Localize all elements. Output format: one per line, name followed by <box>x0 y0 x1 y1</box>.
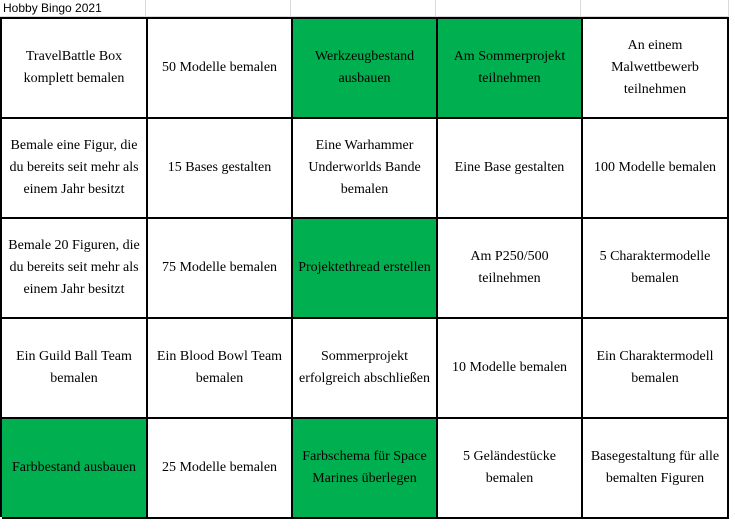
bingo-cell[interactable] <box>583 119 729 219</box>
sheet-cell-c1[interactable] <box>291 0 436 17</box>
bingo-cell-text: Ein Guild Ball Team bemalen <box>16 349 132 386</box>
bingo-cell[interactable] <box>583 419 729 519</box>
bingo-cell-text: Eine Warhammer Underworlds Bande bemalen <box>308 138 421 197</box>
bingo-cell-text: 100 Modelle bemalen <box>593 160 717 175</box>
bingo-cell-text: 5 Charaktermodelle bemalen <box>599 249 711 286</box>
bingo-cell-text: Farbbestand ausbauen <box>11 460 137 475</box>
bingo-cell-text: Bemale 20 Figuren, die du bereits seit mehr als einem Jahr besitzt <box>8 238 140 297</box>
bingo-cell-text: Am P250/500 teilnehmen <box>470 249 549 286</box>
bingo-cell[interactable] <box>438 19 583 119</box>
bingo-cell[interactable] <box>583 19 729 119</box>
sheet-cell-b1[interactable] <box>146 0 291 17</box>
bingo-cell[interactable] <box>293 419 438 519</box>
bingo-cell-text: Ein Blood Bowl Team bemalen <box>156 349 283 386</box>
sheet-cell-e1[interactable] <box>581 0 729 17</box>
bingo-cell-text: Farbschema für Space Marines überlegen <box>302 449 427 486</box>
bingo-cell[interactable] <box>2 119 148 219</box>
bingo-cell-text: 10 Modelle bemalen <box>451 360 568 375</box>
bingo-cell-text: Am Sommerprojekt teilnehmen <box>453 49 566 86</box>
bingo-cell[interactable] <box>148 219 293 319</box>
bingo-cell-text: Eine Base gestalten <box>454 160 565 175</box>
bingo-cell[interactable] <box>2 319 148 419</box>
bingo-cell[interactable] <box>2 19 148 119</box>
sheet-title-row <box>0 0 735 17</box>
bingo-cell[interactable] <box>2 419 148 519</box>
sheet-cell-a1[interactable] <box>0 0 146 17</box>
bingo-cell-text: An einem Malwettbewerb teilnehmen <box>611 38 699 97</box>
bingo-cell[interactable] <box>583 319 729 419</box>
bingo-cell-text: 25 Modelle bemalen <box>161 460 278 475</box>
bingo-cell-text: Sommerprojekt erfolgreich abschließen <box>299 349 430 386</box>
bingo-cell[interactable] <box>583 219 729 319</box>
bingo-cell[interactable] <box>438 319 583 419</box>
bingo-cell[interactable] <box>148 19 293 119</box>
bingo-cell[interactable] <box>438 419 583 519</box>
bingo-cell-text: Werkzeugbestand ausbauen <box>314 49 415 86</box>
bingo-cell[interactable] <box>148 119 293 219</box>
bingo-cell-text: Ein Charaktermodell bemalen <box>596 349 714 386</box>
sheet-cell-d1[interactable] <box>436 0 581 17</box>
sheet-title: Hobby Bingo 2021 <box>3 1 102 15</box>
bingo-cell[interactable] <box>438 219 583 319</box>
bingo-cell[interactable] <box>293 119 438 219</box>
bingo-cell[interactable] <box>148 319 293 419</box>
bingo-cell[interactable] <box>293 219 438 319</box>
bingo-cell-text: 75 Modelle bemalen <box>161 260 278 275</box>
bingo-cell[interactable] <box>293 19 438 119</box>
bingo-cell-text: 5 Geländestücke bemalen <box>463 449 556 486</box>
bingo-cell[interactable] <box>2 219 148 319</box>
bingo-cell[interactable] <box>148 419 293 519</box>
bingo-cell-text: Bemale eine Figur, die du bereits seit mehr als einem Jahr besitzt <box>9 138 139 197</box>
bingo-cell[interactable] <box>293 319 438 419</box>
bingo-cell-text: Basegestaltung für alle bemalten Figuren <box>590 449 720 486</box>
bingo-cell-text: Projektethread erstellen <box>298 260 431 275</box>
bingo-cell-text: 15 Bases gestalten <box>167 160 272 175</box>
bingo-cell[interactable] <box>438 119 583 219</box>
bingo-grid <box>0 17 729 517</box>
bingo-cell-text: 50 Modelle bemalen <box>161 60 278 75</box>
bingo-cell-text: TravelBattle Box komplett bemalen <box>23 49 125 86</box>
